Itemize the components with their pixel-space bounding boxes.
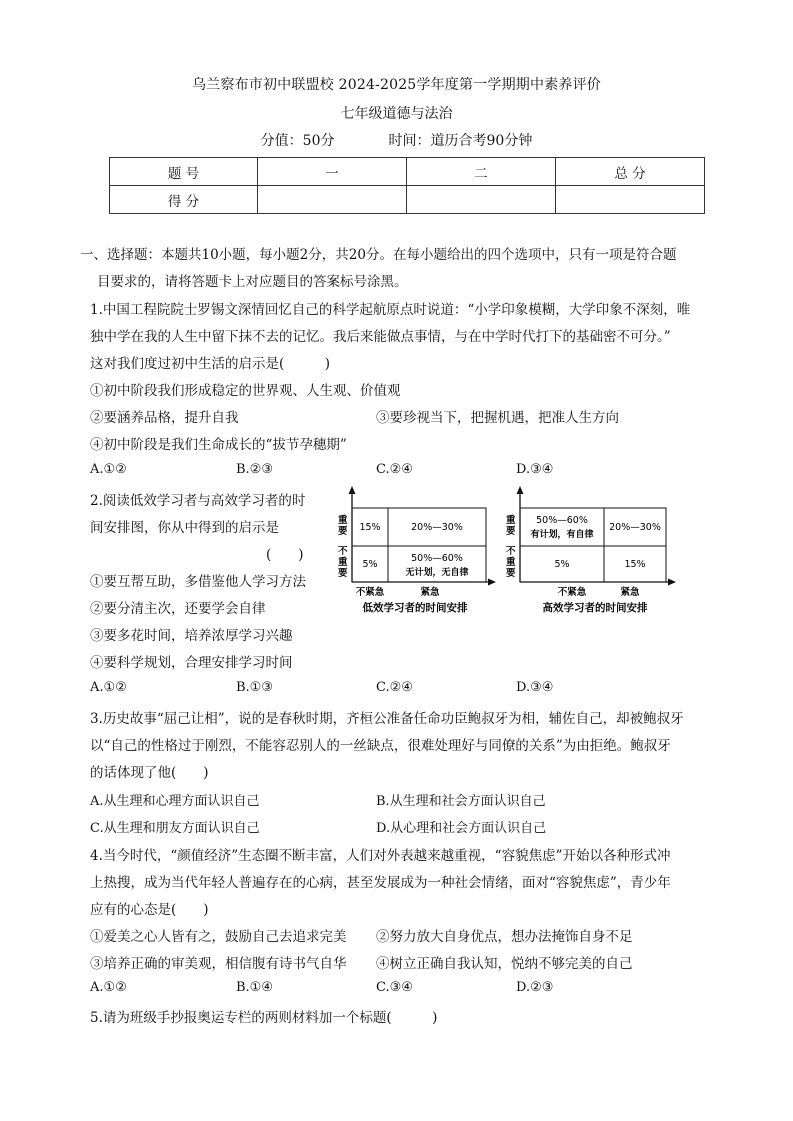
x-label-not-urgent: 不紧急 bbox=[355, 587, 385, 598]
y-label-char: 不 bbox=[338, 546, 348, 557]
q1-statement: ①初中阶段我们形成稳定的世界观、人生观、价值观 bbox=[90, 383, 401, 399]
q2-statement: ④要科学规划，合理安排学习时间 bbox=[90, 655, 293, 671]
y-label-char: 要 bbox=[338, 526, 348, 537]
q4-option-b[interactable]: B.①④ bbox=[236, 980, 273, 995]
score-row-label: 得 分 bbox=[110, 186, 258, 214]
score-cell[interactable] bbox=[407, 186, 556, 214]
cell-urgent-not-important: 50%—60% bbox=[411, 553, 463, 564]
x-axis-arrow-icon bbox=[488, 579, 496, 586]
y-axis-arrow-icon bbox=[517, 486, 524, 494]
q3-stem: 3.历史故事“屈己让相”，说的是春秋时期，齐桓公准备任命功臣鲍叔牙为相，辅佐自己，却被鲍叔牙 bbox=[90, 711, 684, 727]
exam-meta bbox=[0, 130, 793, 150]
y-label-char: 要 bbox=[506, 568, 516, 579]
q4-stem: 4.当今时代，“颜值经济”生态圈不断丰富，人们对外表越来越重视，“容貌焦虑”开始以各种形式冲 bbox=[90, 848, 671, 864]
q1-statement: ④初中阶段是我们生命成长的“拔节孕穗期” bbox=[90, 437, 347, 453]
y-label-char: 不 bbox=[506, 546, 516, 557]
y-label-char: 重 bbox=[506, 557, 516, 568]
y-label-not-important bbox=[338, 545, 348, 579]
time-value: 时间：道历合考90分钟 bbox=[388, 133, 533, 149]
cell-urgent-important: 20%—30% bbox=[609, 522, 661, 533]
score-table-row bbox=[110, 186, 705, 214]
y-label-char: 重 bbox=[338, 515, 348, 526]
q1-option-d[interactable]: D.③④ bbox=[516, 462, 554, 477]
x-label-urgent: 紧急 bbox=[420, 587, 440, 598]
q2-statement: ③要多花时间，培养浓厚学习兴趣 bbox=[90, 628, 293, 644]
q3-option-b[interactable]: B.从生理和社会方面认识自己 bbox=[376, 794, 546, 809]
cell-urgent-important: 20%—30% bbox=[411, 522, 463, 533]
q5-stem: 5.请为班级手抄报奥运专栏的两则材料加一个标题( ) bbox=[90, 1010, 438, 1026]
q4-statement: ②努力放大自身优点，想办法掩饰自身不足 bbox=[376, 929, 633, 945]
q4-statement: ③培养正确的审美观，相信腹有诗书气自华 bbox=[90, 956, 347, 972]
y-label-char: 重 bbox=[338, 557, 348, 568]
q2-option-c[interactable]: C.②④ bbox=[376, 680, 413, 695]
cell-urgent-not-important: 15% bbox=[624, 559, 646, 570]
y-label-important bbox=[506, 514, 516, 537]
score-table-header: 一 bbox=[258, 158, 407, 186]
score-value: 分值：50分 bbox=[260, 133, 335, 149]
q2-option-d[interactable]: D.③④ bbox=[516, 680, 554, 695]
cell-not-urgent-important-note: 有计划，有自律 bbox=[530, 530, 594, 540]
q1-stem: 这对我们度过初中生活的启示是( ) bbox=[90, 356, 331, 372]
low-efficiency-time-matrix bbox=[330, 486, 500, 620]
score-table bbox=[109, 157, 705, 214]
low-efficiency-matrix-svg bbox=[330, 486, 500, 616]
q3-option-d[interactable]: D.从心理和社会方面认识自己 bbox=[376, 821, 547, 836]
q4-stem: 上热搜，成为当代年轻人普遍存在的心病，甚至发展成为一种社会情绪，面对“容貌焦虑”，青少年 bbox=[90, 875, 671, 891]
q3-option-c[interactable]: C.从生理和朋友方面认识自己 bbox=[90, 821, 260, 836]
q3-option-a[interactable]: A.从生理和心理方面认识自己 bbox=[90, 794, 260, 809]
y-axis-arrow-icon bbox=[349, 486, 356, 494]
score-table-header-row bbox=[110, 158, 705, 186]
chart-caption: 高效学习者的时间安排 bbox=[542, 602, 648, 614]
q2-option-b[interactable]: B.①③ bbox=[236, 680, 273, 695]
q3-stem: 以“自己的性格过于刚烈，不能容忍别人的一丝缺点，很难处理好与同僚的关系”为由拒绝。鲍叔牙 bbox=[90, 738, 671, 754]
q2-answer-paren: ( ) bbox=[266, 547, 304, 563]
q2-statement: ①要互帮互助，多借鉴他人学习方法 bbox=[90, 574, 306, 590]
q2-option-a[interactable]: A.①② bbox=[90, 680, 127, 695]
x-label-not-urgent: 不紧急 bbox=[557, 587, 587, 598]
exam-title: 乌兰察布市初中联盟校 2024-2025学年度第一学期期中素养评价 bbox=[191, 77, 602, 93]
chart-caption: 低效学习者的时间安排 bbox=[362, 602, 468, 614]
score-table-header: 二 bbox=[407, 158, 556, 186]
y-label-char: 重 bbox=[506, 515, 516, 526]
q3-stem: 的话体现了他( ) bbox=[90, 765, 209, 781]
q1-stem: 独中学在我的人生中留下抹不去的记忆。我后来能做点事情，与在中学时代打下的基础密不可分。” bbox=[90, 329, 671, 345]
x-axis-arrow-icon bbox=[668, 579, 676, 586]
y-label-char: 要 bbox=[338, 568, 348, 579]
section-instructions-cont: 目要求的，请将答题卡上对应题目的答案标号涂黑。 bbox=[97, 274, 408, 290]
q1-option-b[interactable]: B.②③ bbox=[236, 462, 273, 477]
high-efficiency-time-matrix bbox=[500, 486, 680, 620]
y-label-not-important bbox=[506, 545, 516, 579]
q2-stem: 2.阅读低效学习者与高效学习者的时 bbox=[90, 493, 306, 509]
score-cell[interactable] bbox=[258, 186, 407, 214]
cell-not-urgent-important: 50%—60% bbox=[536, 515, 588, 526]
cell-not-urgent-important: 15% bbox=[359, 522, 381, 533]
exam-subject: 七年级道德与法治 bbox=[340, 106, 453, 122]
q4-stem: 应有的心态是( ) bbox=[90, 902, 209, 918]
cell-not-urgent-not-important: 5% bbox=[554, 559, 570, 570]
q1-statement: ②要涵养品格，提升自我 bbox=[90, 410, 239, 426]
q4-statement: ④树立正确自我认知，悦纳不够完美的自己 bbox=[376, 956, 633, 972]
cell-not-urgent-not-important: 5% bbox=[362, 559, 378, 570]
y-label-char: 要 bbox=[506, 526, 516, 537]
score-table-header: 总 分 bbox=[556, 158, 705, 186]
high-efficiency-matrix-svg bbox=[500, 486, 680, 616]
q4-option-a[interactable]: A.①② bbox=[90, 980, 127, 995]
q2-statement: ②要分清主次，还要学会自律 bbox=[90, 601, 266, 617]
section-instructions: 一、选择题：本题共10小题，每小题2分，共20分。在每小题给出的四个选项中，只有一项是符合题 bbox=[80, 247, 677, 263]
x-label-urgent: 紧急 bbox=[620, 587, 640, 598]
q1-option-a[interactable]: A.①② bbox=[90, 462, 127, 477]
q1-option-c[interactable]: C.②④ bbox=[376, 462, 413, 477]
q4-option-c[interactable]: C.③④ bbox=[376, 980, 413, 995]
score-cell[interactable] bbox=[556, 186, 705, 214]
q4-option-d[interactable]: D.②③ bbox=[516, 980, 554, 995]
q2-stem: 间安排图，你从中得到的启示是 bbox=[90, 520, 279, 536]
score-table-header: 题 号 bbox=[110, 158, 258, 186]
y-label-important bbox=[338, 514, 348, 537]
q1-statement: ③要珍视当下，把握机遇，把准人生方向 bbox=[376, 410, 619, 426]
q4-statement: ①爱美之心人皆有之，鼓励自己去追求完美 bbox=[90, 929, 347, 945]
q1-stem: 1.中国工程院院士罗锡文深情回忆自己的科学起航原点时说道：“小学印象模糊，大学印象不深刻，唯 bbox=[90, 302, 691, 318]
cell-urgent-not-important-note: 无计划，无自律 bbox=[405, 568, 469, 578]
